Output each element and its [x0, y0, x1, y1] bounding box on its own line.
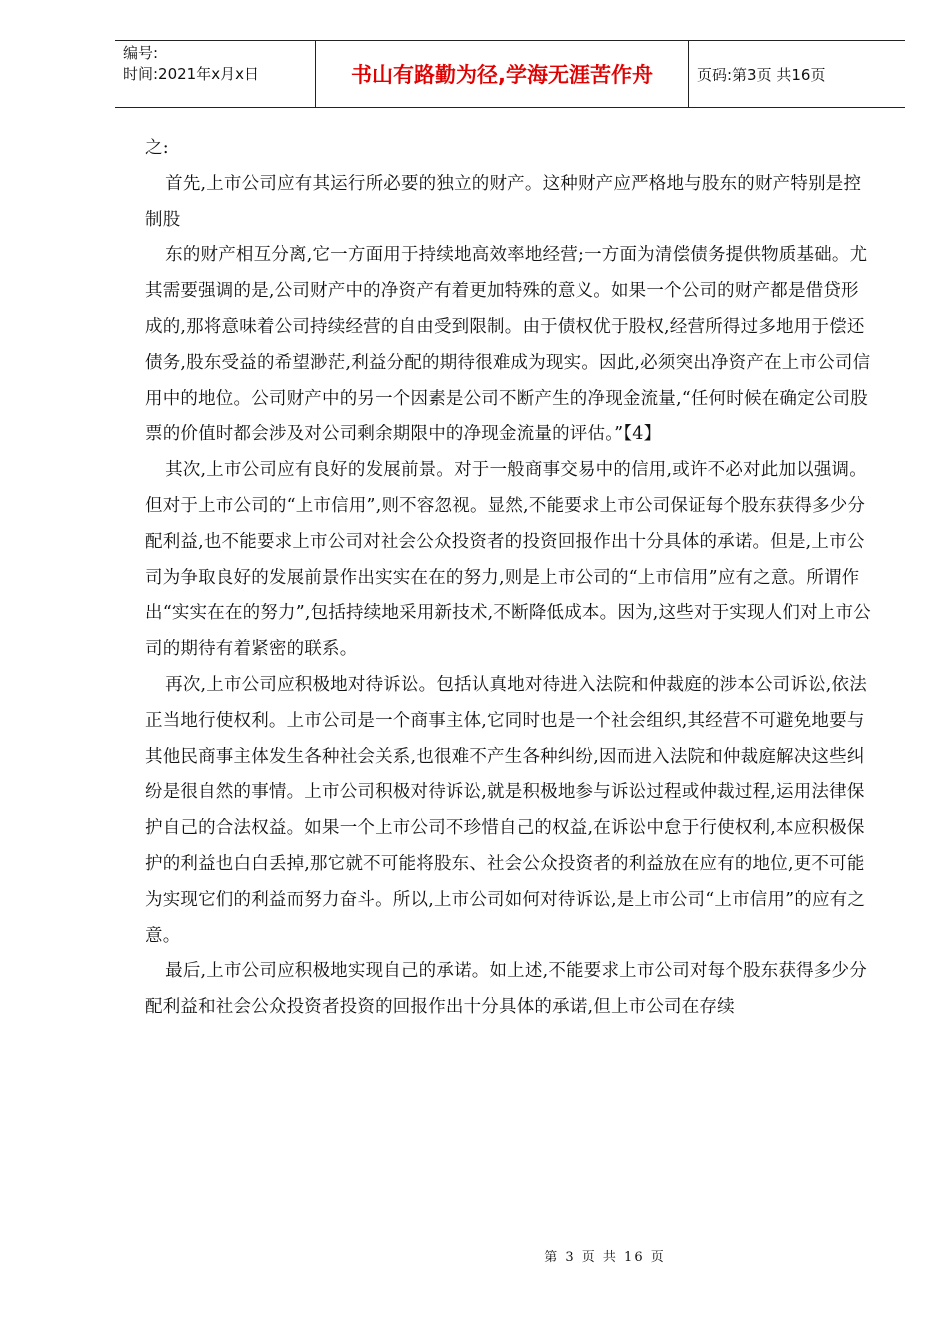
paragraph-first-point-cont: 东的财产相互分离,它一方面用于持续地高效率地经营;一方面为清偿债务提供物质基础。尤其需要强调的是,公司财产中的净资产有着更加特殊的意义。如果一个公司的财产都是借贷形成的,那将意味着公司持续经营的自由受到限制。由于债权优于股权,经营所得过多地用于偿还债务,股东受益的希望渺茫,利益分配的期待很难成为现实。因此,必须突出净资产在上市公司信用中的地位。公司财产中的另一个因素是公司不断产生的净现金流量,“任何时候在确定公司股票的价值时都会涉及对公司剩余期限中的净现金流量的评估。”【4】: [145, 245, 871, 445]
paragraph-continuation: 之:: [145, 138, 169, 158]
document-body: [145, 131, 875, 1026]
header-page-info: 页码:第3页 共16页: [697, 65, 826, 84]
header-left-cell: [115, 41, 315, 107]
document-number-label: 编号:: [123, 44, 159, 62]
paragraph-second-point: 其次,上市公司应有良好的发展前景。对于一般商事交易中的信用,或许不必对此加以强调。但对于上市公司的“上市信用”,则不容忽视。显然,不能要求上市公司保证每个股东获得多少分配利益,也不能要求上市公司对社会公众投资者的投资回报作出十分具体的承诺。但是,上市公司为争取良好的发展前景作出实实在在的努力,则是上市公司的“上市信用”应有之意。所谓作出“实实在在的努力”,包括持续地采用新技术,不断降低成本。因为,这些对于实现人们对上市公司的期待有着紧密的联系。: [145, 460, 871, 660]
paragraph-fourth-point: 最后,上市公司应积极地实现自己的承诺。如上述,不能要求上市公司对每个股东获得多少分配利益和社会公众投资者投资的回报作出十分具体的承诺,但上市公司在存续: [145, 961, 867, 1018]
page-header: [115, 40, 905, 108]
page-footer: [0, 1246, 950, 1265]
paragraph-third-point: 再次,上市公司应积极地对待诉讼。包括认真地对待进入法院和仲裁庭的涉本公司诉讼,依法正当地行使权利。上市公司是一个商事主体,它同时也是一个社会组织,其经营不可避免地要与其他民商事主体发生各种社会关系,也很难不产生各种纠纷,因而进入法院和仲裁庭解决这些纠纷是很自然的事情。上市公司积极对待诉讼,就是积极地参与诉讼过程或仲裁过程,运用法律保护自己的合法权益。如果一个上市公司不珍惜自己的权益,在诉讼中怠于行使权利,本应积极保护的利益也白白丢掉,那它就不可能将股东、社会公众投资者的利益放在应有的地位,更不可能为实现它们的利益而努力奋斗。所以,上市公司如何对待诉讼,是上市公司“上市信用”的应有之意。: [145, 674, 867, 946]
paragraph-first-point: 首先,上市公司应有其运行所必要的独立的财产。这种财产应严格地与股东的财产特别是控制股: [145, 173, 862, 230]
document-time-label: 时间:2021年x月x日: [123, 65, 259, 83]
footer-page-number: 第 3 页 共 16 页: [544, 1250, 666, 1265]
header-motto: 书山有路勤为径,学海无涯苦作舟: [315, 41, 689, 107]
